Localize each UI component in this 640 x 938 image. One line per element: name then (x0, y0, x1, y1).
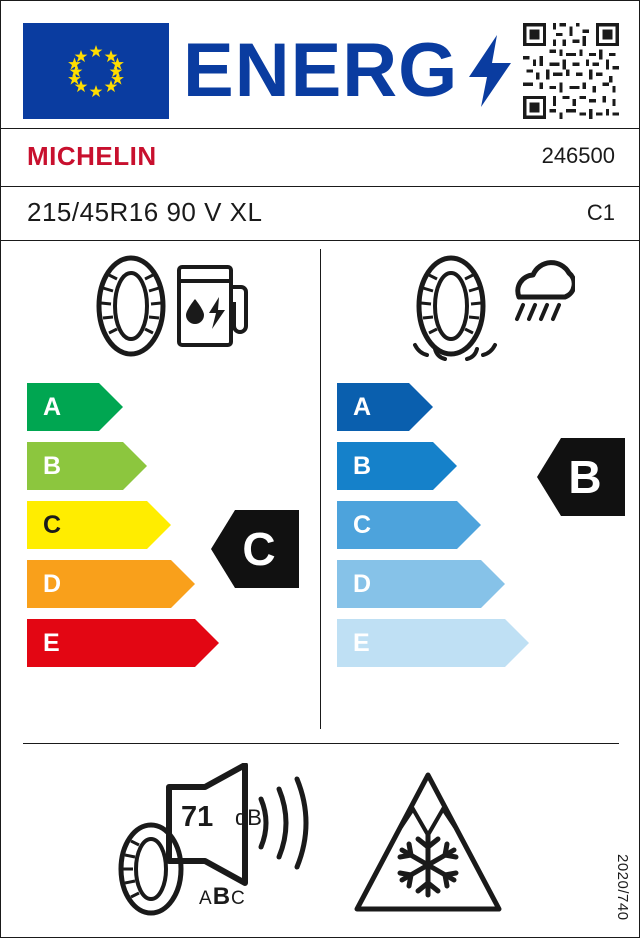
grade-letter: E (353, 629, 370, 657)
horizontal-divider (23, 743, 619, 744)
grade-letter: C (353, 511, 372, 539)
tyre-silhouette-icon (99, 258, 163, 354)
fuel-pump-icon (89, 253, 249, 359)
noise-class-c: C (231, 888, 246, 909)
regulation-date: 2020/740 (614, 854, 631, 921)
grade-row (27, 383, 219, 431)
grade-row (27, 501, 219, 549)
lightning-bolt-icon (467, 35, 513, 107)
qr-code-icon (523, 23, 619, 119)
brand-row (1, 129, 640, 187)
grade-letter: E (43, 629, 60, 657)
manufacturer-name: MICHELIN (27, 141, 157, 171)
fuel-efficiency-grade-scale (27, 383, 219, 678)
grade-arrow-a (27, 383, 123, 431)
noise-class-selected: B (212, 883, 232, 910)
grade-row (337, 383, 529, 431)
grade-letter: D (353, 570, 372, 598)
grade-arrow-a (337, 383, 433, 431)
noise-section (105, 763, 335, 923)
grade-row (337, 442, 529, 490)
fuel-efficiency-result-letter: C (242, 523, 276, 575)
grade-letter: D (43, 570, 62, 598)
grade-letter: C (43, 511, 62, 539)
three-peak-mountain-snowflake-icon (353, 769, 503, 919)
noise-value: 71 (181, 801, 214, 833)
grade-row (27, 442, 219, 490)
wet-grip-result-letter: B (568, 451, 602, 503)
rain-cloud-icon (399, 253, 575, 369)
wet-grip-result-badge (537, 438, 625, 516)
size-row (1, 187, 640, 241)
noise-class-a: A (199, 888, 213, 909)
grade-letter: A (353, 393, 372, 421)
grade-row (337, 619, 529, 667)
noise-class-scale (199, 883, 246, 911)
grade-letter: A (43, 393, 62, 421)
tyre-class: C1 (586, 200, 615, 225)
grade-row (337, 501, 529, 549)
grade-row (337, 560, 529, 608)
grade-letter: B (353, 452, 372, 480)
snow-grip-section (353, 769, 503, 919)
label-header (1, 1, 640, 129)
energy-title: ENERG (183, 28, 459, 113)
vertical-divider (320, 249, 321, 729)
eu-flag-icon (23, 23, 169, 119)
grade-row (27, 560, 219, 608)
tyre-type-identifier: 246500 (541, 143, 615, 168)
noise-unit: dB (235, 805, 262, 830)
eu-stars-icon (23, 23, 169, 119)
fuel-efficiency-result-badge (211, 510, 299, 588)
grade-letter: B (43, 452, 62, 480)
tyre-silhouette-icon (419, 258, 483, 354)
wet-grip-grade-scale (337, 383, 529, 678)
tyre-size-designation: 215/45R16 90 V XL (27, 197, 263, 227)
grade-row (27, 619, 219, 667)
